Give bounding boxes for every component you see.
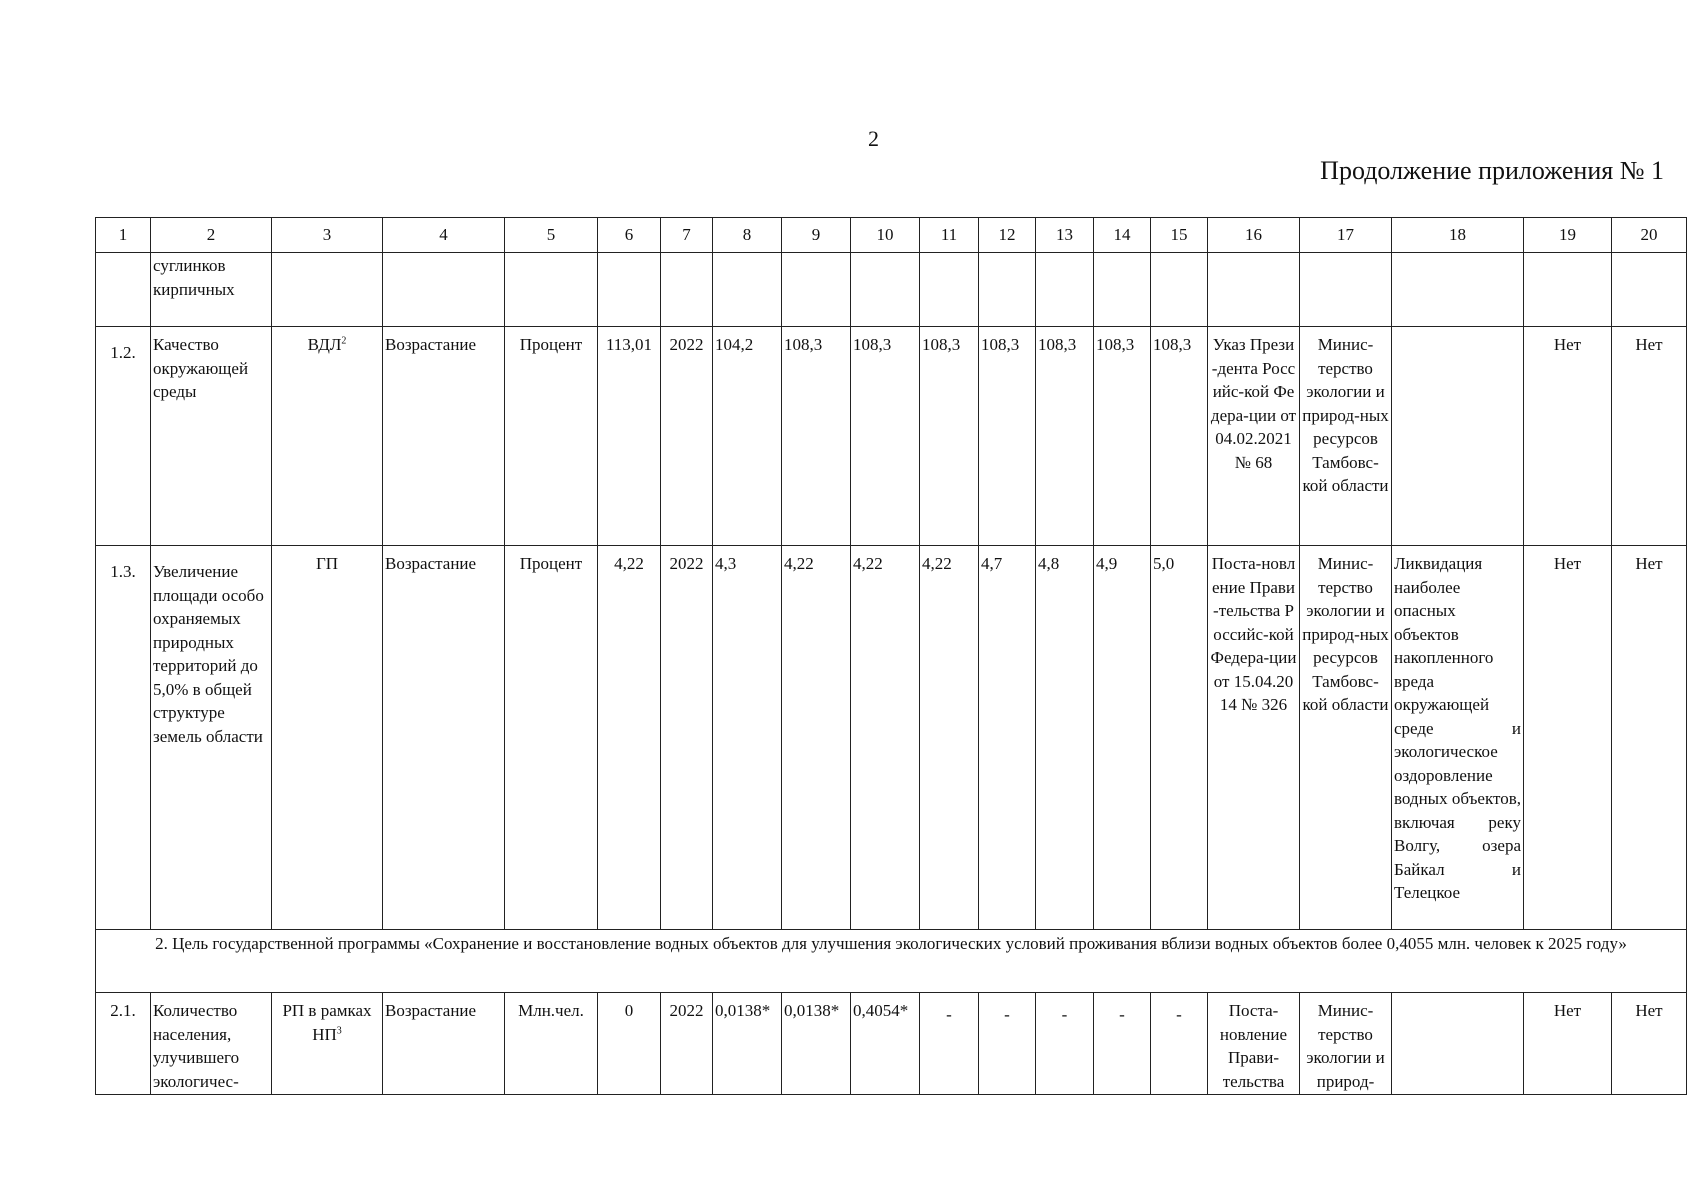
col-number: 7 (661, 218, 713, 253)
page-number: 2 (868, 126, 879, 151)
link-note (1392, 993, 1524, 1095)
value-cell: 108,3 (782, 327, 851, 546)
indicator-unit (505, 253, 598, 327)
flag-20: Нет (1612, 993, 1687, 1095)
col-number: 11 (920, 218, 979, 253)
indicator-name: суглинков кирпичных (151, 253, 272, 327)
value-cell: 4,8 (1036, 546, 1094, 930)
document-basis: Поста-новление Прави-тельства (1208, 993, 1300, 1095)
value-cell: 108,3 (1036, 327, 1094, 546)
flag-19 (1524, 253, 1612, 327)
value-cell: 4,3 (713, 546, 782, 930)
col-number: 19 (1524, 218, 1612, 253)
responsible-body: Минис-терство экологии и природ-ных ресурсов Тамбовс-кой области (1300, 546, 1392, 930)
value-cell (1151, 253, 1208, 327)
document-basis (1208, 253, 1300, 327)
value-cell: - (920, 993, 979, 1095)
value-cell: 108,3 (920, 327, 979, 546)
indicator-unit: Млн.чел. (505, 993, 598, 1095)
col-number: 10 (851, 218, 920, 253)
base-value: 4,22 (598, 546, 661, 930)
value-cell: 4,22 (851, 546, 920, 930)
col-number: 16 (1208, 218, 1300, 253)
value-cell (920, 253, 979, 327)
col-number: 2 (151, 218, 272, 253)
indicator-name: Количество населения, улучившего экологичес- (151, 993, 272, 1095)
table-row (96, 993, 1687, 1095)
value-cell: 4,22 (920, 546, 979, 930)
indicator-name: Увеличение площади особо охраняемых природных территорий до 5,0% в общей структуре земель области (151, 546, 272, 930)
col-number: 5 (505, 218, 598, 253)
base-year: 2022 (661, 546, 713, 930)
base-value: 113,01 (598, 327, 661, 546)
base-value: 0 (598, 993, 661, 1095)
col-number: 6 (598, 218, 661, 253)
row-number: 1.2. (96, 327, 151, 546)
col-number: 12 (979, 218, 1036, 253)
flag-20: Нет (1612, 546, 1687, 930)
col-number: 14 (1094, 218, 1151, 253)
col-number: 17 (1300, 218, 1392, 253)
value-cell (1036, 253, 1094, 327)
responsible-body (1300, 253, 1392, 327)
indicator-level: РП в рамках $НП^3$ (272, 993, 383, 1095)
value-cell: 0,0138* (713, 993, 782, 1095)
value-cell: 104,2 (713, 327, 782, 546)
col-number: 9 (782, 218, 851, 253)
indicator-trend: Возрастание (383, 546, 505, 930)
indicator-unit: Процент (505, 327, 598, 546)
value-cell: 4,9 (1094, 546, 1151, 930)
col-number: 13 (1036, 218, 1094, 253)
document-basis: Поста-новление Прави-тельства Российс-кой Федера-ции от 15.04.2014 № 326 (1208, 546, 1300, 930)
base-year (661, 253, 713, 327)
value-cell: 0,0138* (782, 993, 851, 1095)
indicator-level (272, 253, 383, 327)
base-value (598, 253, 661, 327)
document-basis: Указ Прези-дента Российс-кой Федера-ции от 04.02.2021 № 68 (1208, 327, 1300, 546)
value-cell (979, 253, 1036, 327)
value-cell (713, 253, 782, 327)
col-number: 18 (1392, 218, 1524, 253)
value-cell: 108,3 (1094, 327, 1151, 546)
value-cell (782, 253, 851, 327)
value-cell (851, 253, 920, 327)
value-cell: - (1151, 993, 1208, 1095)
value-cell: 108,3 (851, 327, 920, 546)
value-cell (1094, 253, 1151, 327)
value-cell: 4,7 (979, 546, 1036, 930)
flag-19: Нет (1524, 546, 1612, 930)
link-note (1392, 327, 1524, 546)
base-year: 2022 (661, 327, 713, 546)
value-cell: 4,22 (782, 546, 851, 930)
table-row (96, 327, 1687, 546)
flag-19: Нет (1524, 327, 1612, 546)
flag-20 (1612, 253, 1687, 327)
indicator-level: ГП (272, 546, 383, 930)
col-number: 4 (383, 218, 505, 253)
indicator-level: ВДЛ$^2$ (272, 327, 383, 546)
link-note: Ликвидация наиболее опасных объектов накопленного вреда окружающей среде и экологическое оздоровление водных объектов, включая реку Волгу, озера Байкал и Телецкое (1392, 546, 1524, 930)
col-number: 1 (96, 218, 151, 253)
value-cell: - (1094, 993, 1151, 1095)
row-number (96, 253, 151, 327)
value-cell: 108,3 (1151, 327, 1208, 546)
base-year: 2022 (661, 993, 713, 1095)
link-note (1392, 253, 1524, 327)
col-number: 8 (713, 218, 782, 253)
indicator-trend (383, 253, 505, 327)
indicator-unit: Процент (505, 546, 598, 930)
goal-text: 2. Цель государственной программы «Сохранение и восстановление водных объектов для улучшения экологических условий проживания вблизи водных объектов более 0,4055 млн. человек к 2025 году» (96, 930, 1687, 993)
col-number: 3 (272, 218, 383, 253)
value-cell: 0,4054* (851, 993, 920, 1095)
value-cell: 5,0 (1151, 546, 1208, 930)
table-row (96, 253, 1687, 327)
column-number-row (96, 218, 1687, 253)
responsible-body: Минис-терство экологии и природ-ных ресурсов Тамбовс-кой области (1300, 327, 1392, 546)
continuation-title: Продолжение приложения № 1 (1320, 156, 1664, 185)
value-cell: - (979, 993, 1036, 1095)
indicator-name: Качество окружающей среды (151, 327, 272, 546)
row-number: 1.3. (96, 546, 151, 930)
col-number: 20 (1612, 218, 1687, 253)
table-row (96, 546, 1687, 930)
row-number: 2.1. (96, 993, 151, 1095)
value-cell: - (1036, 993, 1094, 1095)
flag-20: Нет (1612, 327, 1687, 546)
value-cell: 108,3 (979, 327, 1036, 546)
responsible-body: Минис-терство экологии и природ- (1300, 993, 1392, 1095)
indicators-table (95, 217, 1687, 1095)
indicator-trend: Возрастание (383, 327, 505, 546)
flag-19: Нет (1524, 993, 1612, 1095)
goal-row (96, 930, 1687, 993)
indicator-trend: Возрастание (383, 993, 505, 1095)
col-number: 15 (1151, 218, 1208, 253)
